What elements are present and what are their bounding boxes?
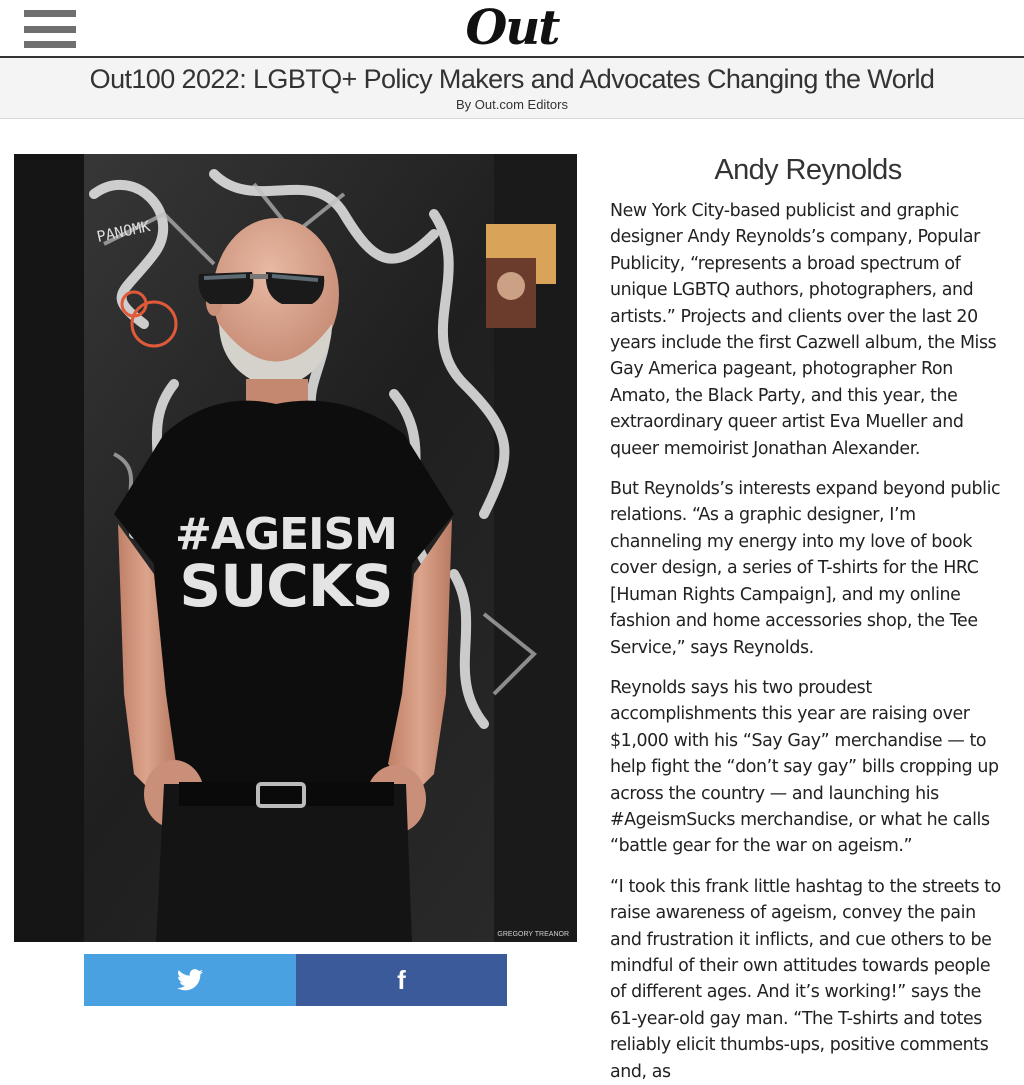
article-header — [0, 58, 1024, 119]
shirt-text-line2: SUCKS — [179, 552, 393, 620]
site-header — [0, 0, 1024, 58]
site-logo[interactable]: Out — [465, 0, 559, 56]
person-name: Andy Reynolds — [714, 154, 902, 186]
twitter-bird-icon — [177, 969, 203, 991]
facebook-f-icon: f — [397, 964, 406, 995]
article-body — [610, 150, 1006, 1082]
photo-credit: GREGORY TREANOR — [497, 931, 569, 938]
article-paragraph: But Reynolds’s interests expand beyond public relations. “As a graphic designer, I’m channeling my energy into my love of book cover design, a series of T-shirts for the HRC [Human Rights Campaign], and my online fashion and home accessories shop, the Tee Service,” says Reynolds. — [610, 479, 1001, 658]
article-paragraph: New York City-based publicist and graphic designer Andy Reynolds’s company, Popular Publicity, “represents a broad spectrum of unique LGBTQ authors, photographers, and artists.” Projects and clients over the last 20 years include the first Cazwell album, the Miss Gay America pageant, photographer Ron Amato, the Black Party, and this year, the extraordinary queer artist Eva Mueller and queer memoirist Jonathan Alexander. — [610, 201, 997, 459]
article-paragraph: “I took this frank little hashtag to the streets to raise awareness of ageism, convey the pain and frustration it inflicts, and cue others to be mindful of their own attitudes towards people of different ages. And it’s working!” says the 61-year-old gay man. “The T-shirts and totes reliably elicit thumbs-ups, positive comments and, as — [610, 876, 1001, 1082]
share-facebook-button[interactable] — [296, 954, 507, 1006]
article-title: Out100 2022: LGBTQ+ Policy Makers and Advocates Changing the World — [89, 64, 935, 94]
share-twitter-button[interactable] — [84, 954, 296, 1006]
article-paragraph: Reynolds says his two proudest accomplishments this year are raising over $1,000 with his “Say Gay” merchandise — to help fight the “don’t say gay” bills cropping up across the country — and launching his #AgeismSucks merchandise, or what he calls “battle gear for the war on ageism.” — [610, 677, 999, 857]
article-byline: By Out.com Editors — [456, 97, 568, 112]
shirt-text-line1: #AGEISM — [175, 509, 397, 560]
wall-tag: PANOMK — [95, 217, 152, 246]
portrait-photo — [14, 154, 577, 942]
